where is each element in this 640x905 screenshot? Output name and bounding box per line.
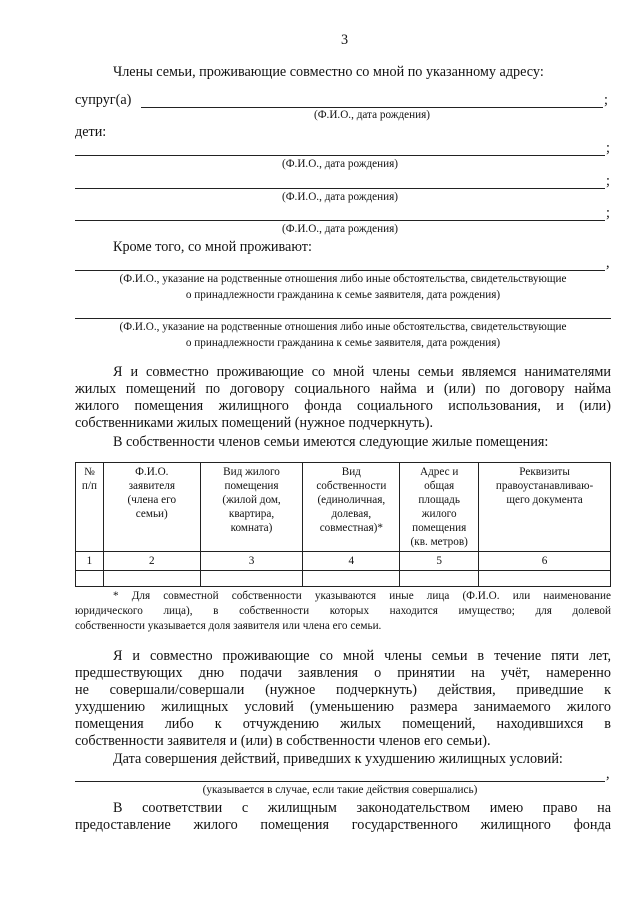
header-line: (единоличная, [317,494,386,506]
child-1-caption: (Ф.И.О., дата рождения) [281,158,398,170]
spouse-label: супруг(а) [75,92,132,108]
header-line: (кв. метров) [410,536,468,548]
header-line: общая [424,480,455,492]
column-number: 1 [76,552,104,571]
tenancy-paragraph-line-2: жилых помещений по договору социального найма и (или) по договору найма [75,381,611,397]
table-cell[interactable] [400,571,479,587]
header-line: заявителя [128,480,175,492]
header-line: долевая, [331,508,372,520]
child-2-input-line[interactable] [75,188,605,189]
header-line: семьи) [135,508,168,520]
footnote-line-2: юридического лица), в собственности которых находится имущество; для долевой [75,605,611,617]
child-2-semicolon: ; [606,173,610,189]
header-line: (члена его [127,494,177,506]
header-line: Вид [341,466,361,478]
column-number: 6 [479,552,611,571]
table-cell[interactable] [303,571,400,587]
header-document-details [479,463,611,552]
spouse-semicolon: ; [604,92,608,108]
header-line: Реквизиты [519,466,570,478]
child-1-input-line[interactable] [75,155,605,156]
relative-1-caption-line-1: (Ф.И.О., указание на родственные отношения либо иные обстоятельства, свидетельствующие [119,273,567,285]
relative-2-caption-line-2: о принадлежности гражданина к семье заявителя, дата рождения) [185,337,501,349]
header-line: комната) [230,522,273,534]
tenancy-paragraph-line-3: жилого помещения жилищного фонда социального использования, и (или) [75,398,611,414]
worsening-paragraph-line-2: предшествующих дню подачи заявления о принятии на учёт, намеренно [75,665,611,681]
header-line: № [84,466,95,478]
relative-2-caption-line-1: (Ф.И.О., указание на родственные отношения либо иные обстоятельства, свидетельствующие [119,321,567,333]
table-cell[interactable] [76,571,104,587]
also-living-label: Кроме того, со мной проживают: [113,239,312,255]
header-line: жилого [421,508,457,520]
final-paragraph-line-1: В соответствии с жилищным законодательством имею право на [113,800,611,816]
header-fio [103,463,200,552]
actions-date-comma: , [606,766,610,782]
header-ownership-type [303,463,400,552]
table-header-row [76,463,611,552]
header-line: квартира, [228,508,275,520]
tenancy-paragraph-line-4: собственниками жилых помещений (нужное подчеркнуть). [75,415,434,431]
column-number: 3 [200,552,303,571]
family-heading: Члены семьи, проживающие совместно со мной по указанному адресу: [113,64,544,80]
child-3-semicolon: ; [606,205,610,221]
header-line: совместная)* [319,522,383,534]
column-number: 2 [103,552,200,571]
header-line: помещения [412,522,467,534]
relative-2-input-line[interactable] [75,318,611,319]
worsening-paragraph-line-4: ухудшению жилищных условий (уменьшению размера занимаемого жилого [75,699,611,715]
child-1-semicolon: ; [606,140,610,156]
relative-1-caption-line-2: о принадлежности гражданина к семье заявителя, дата рождения) [185,289,501,301]
actions-date-input-line[interactable] [75,781,605,782]
page-number: 3 [341,32,349,48]
relative-1-comma: , [606,255,610,271]
worsening-paragraph-line-6: собственности заявителя и (или) в собственности членов его семьи). [75,733,491,749]
column-number: 4 [303,552,400,571]
table-cell[interactable] [479,571,611,587]
children-label: дети: [75,124,107,140]
worsening-paragraph-line-1: Я и совместно проживающие со мной члены семьи в течение пяти лет, [113,648,611,664]
final-paragraph-line-2: предоставление жилого помещения государственного жилищного фонда [75,817,611,833]
tenancy-paragraph-line-1: Я и совместно проживающие со мной члены семьи являемся нанимателями [113,364,611,380]
header-line: (жилой дом, [222,494,281,506]
actions-date-caption: (указывается в случае, если такие действия совершались) [202,784,478,796]
header-property-type [200,463,303,552]
table-column-number-row [76,552,611,571]
ownership-heading: В собственности членов семьи имеются следующие жилые помещения: [113,434,549,450]
actions-date-label: Дата совершения действий, приведших к ухудшению жилищных условий: [113,751,563,767]
header-line: собственности [316,480,387,492]
column-number: 5 [400,552,479,571]
footnote-line-3: собственности указывается доля заявителя или члена его семьи. [75,620,382,632]
header-line: щего документа [506,494,583,506]
worsening-paragraph-line-3: не совершали/совершали (нужное подчеркнуть) действия, приведшие к [75,682,611,698]
header-address-area [400,463,479,552]
header-line: площадь [418,494,460,506]
spouse-input-line[interactable] [141,107,603,108]
child-2-caption: (Ф.И.О., дата рождения) [281,191,398,203]
header-line: правоустанавливаю- [495,480,594,492]
relative-1-input-line[interactable] [75,270,605,271]
table-cell[interactable] [103,571,200,587]
table-cell[interactable] [200,571,303,587]
header-line: помещения [224,480,279,492]
child-3-caption: (Ф.И.О., дата рождения) [281,223,398,235]
header-line: Адрес и [420,466,459,478]
table-row [76,571,611,587]
footnote-line-1: * Для совместной собственности указываются иные лица (Ф.И.О. или наименование [113,590,611,602]
child-3-input-line[interactable] [75,220,605,221]
header-line: Вид жилого [223,466,280,478]
header-line: п/п [81,480,97,492]
property-table [75,462,611,587]
header-number [76,463,104,552]
spouse-caption: (Ф.И.О., дата рождения) [313,109,430,121]
worsening-paragraph-line-5: помещения либо к отчуждению жилых помещений, находившихся в [75,716,611,732]
header-line: Ф.И.О. [135,466,169,478]
